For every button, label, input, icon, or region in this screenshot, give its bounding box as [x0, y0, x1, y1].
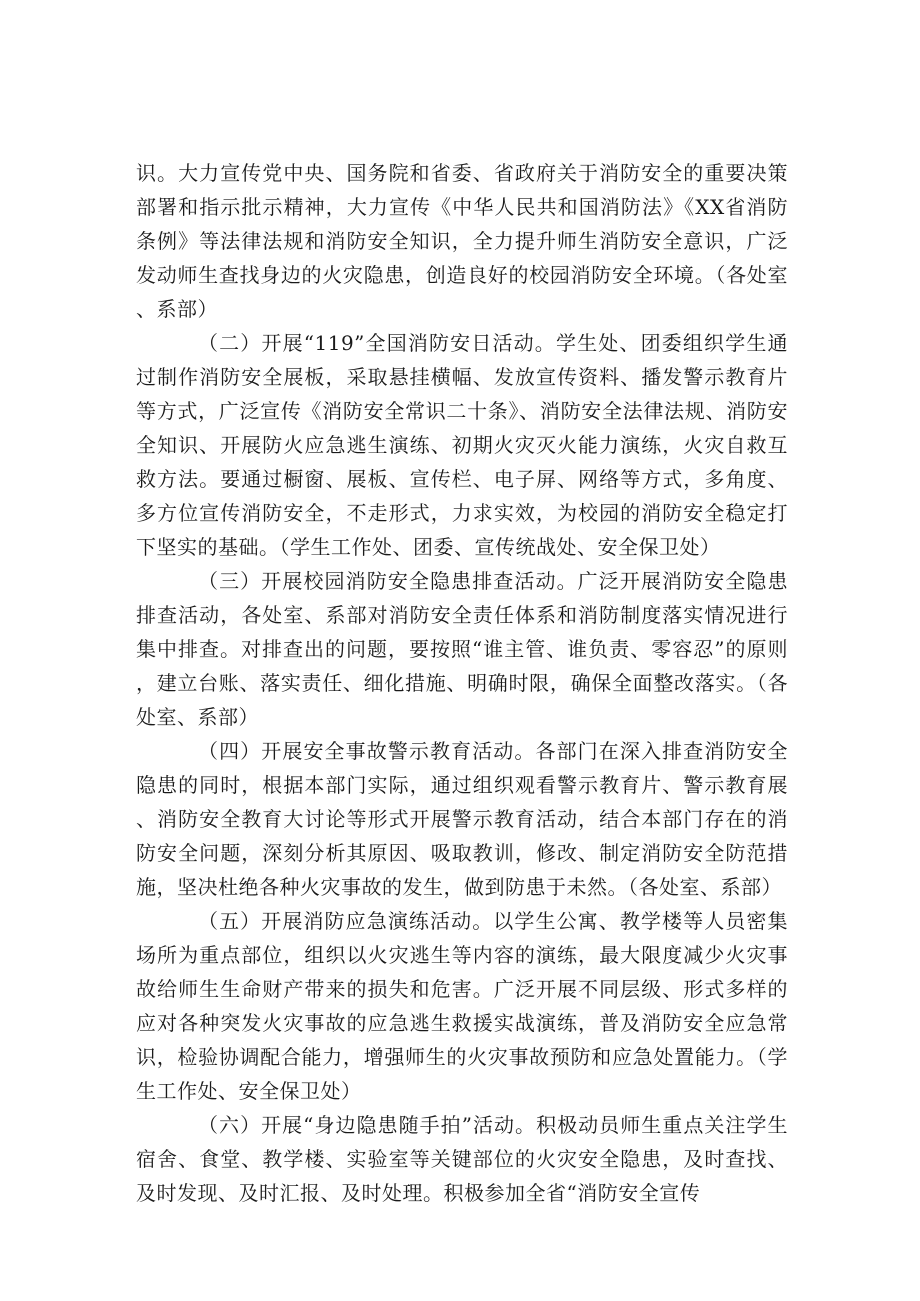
paragraph-item-2-fire-day-activity: （二）开展“119”全国消防安日活动。学生处、团委组织学生通过制作消防安全展板，采取悬挂横幅、发放宣传资料、播发警示教育片等方式，广泛宣传《消防安全常识二十条》、消防安全法律法规、消防安全知识、开展防火应急逃生演练、初期火灾灭火能力演练，火灾自救互救方法。要通过橱窗、展板、宣传栏、电子屏、网络等方式，多角度、多方位宣传消防安全，不走形式，力求实效，为校园的消防安全稳定打下坚实的基础。（学生工作处、团委、宣传统战处、安全保卫处）	[136, 331, 788, 559]
paragraph-item-6-photo-hazard: （六）开展“身边隐患随手拍”活动。积极动员师生重点关注学生宿舍、食堂、教学楼、实验室等关键部位的火灾安全隐患，及时查找、及时发现、及时汇报、及时处理。积极参加全省“消防安全宣传	[136, 1113, 788, 1205]
document-page	[136, 156, 788, 1210]
paragraph-item-3-hazard-inspection: （三）开展校园消防安全隐患排查活动。广泛开展消防安全隐患排查活动，各处室、系部对消防安全责任体系和消防制度落实情况进行集中排查。对排查出的问题，要按照“谁主管、谁负责、零容忍”的原则，建立台账、落实责任、细化措施、明确时限，确保全面整改落实。（各处室、系部）	[136, 569, 788, 729]
paragraph-item-5-emergency-drill: （五）开展消防应急演练活动。以学生公寓、教学楼等人员密集场所为重点部位，组织以火灾逃生等内容的演练，最大限度减少火灾事故给师生生命财产带来的损失和危害。广泛开展不同层级、形式多样的应对各种突发火灾事故的应急逃生救援实战演练，普及消防安全应急常识，检验协调配合能力，增强师生的火灾事故预防和应急处置能力。（学生工作处、安全保卫处）	[136, 909, 788, 1103]
paragraph-item-4-warning-education: （四）开展安全事故警示教育活动。各部门在深入排查消防安全隐患的同时，根据本部门实际，通过组织观看警示教育片、警示教育展、消防安全教育大讨论等形式开展警示教育活动，结合本部门存在的消防安全问题，深刻分析其原因、吸取教训，修改、制定消防安全防范措施，坚决杜绝各种火灾事故的发生，做到防患于未然。（各处室、系部）	[136, 739, 788, 899]
paragraph-intro-continuation: 识。大力宣传党中央、国务院和省委、省政府关于消防安全的重要决策部署和指示批示精神，大力宣传《中华人民共和国消防法》《XX省消防条例》等法律法规和消防安全知识，全力提升师生消防安全意识，广泛发动师生查找身边的火灾隐患，创造良好的校园消防安全环境。（各处室、系部）	[136, 161, 788, 321]
